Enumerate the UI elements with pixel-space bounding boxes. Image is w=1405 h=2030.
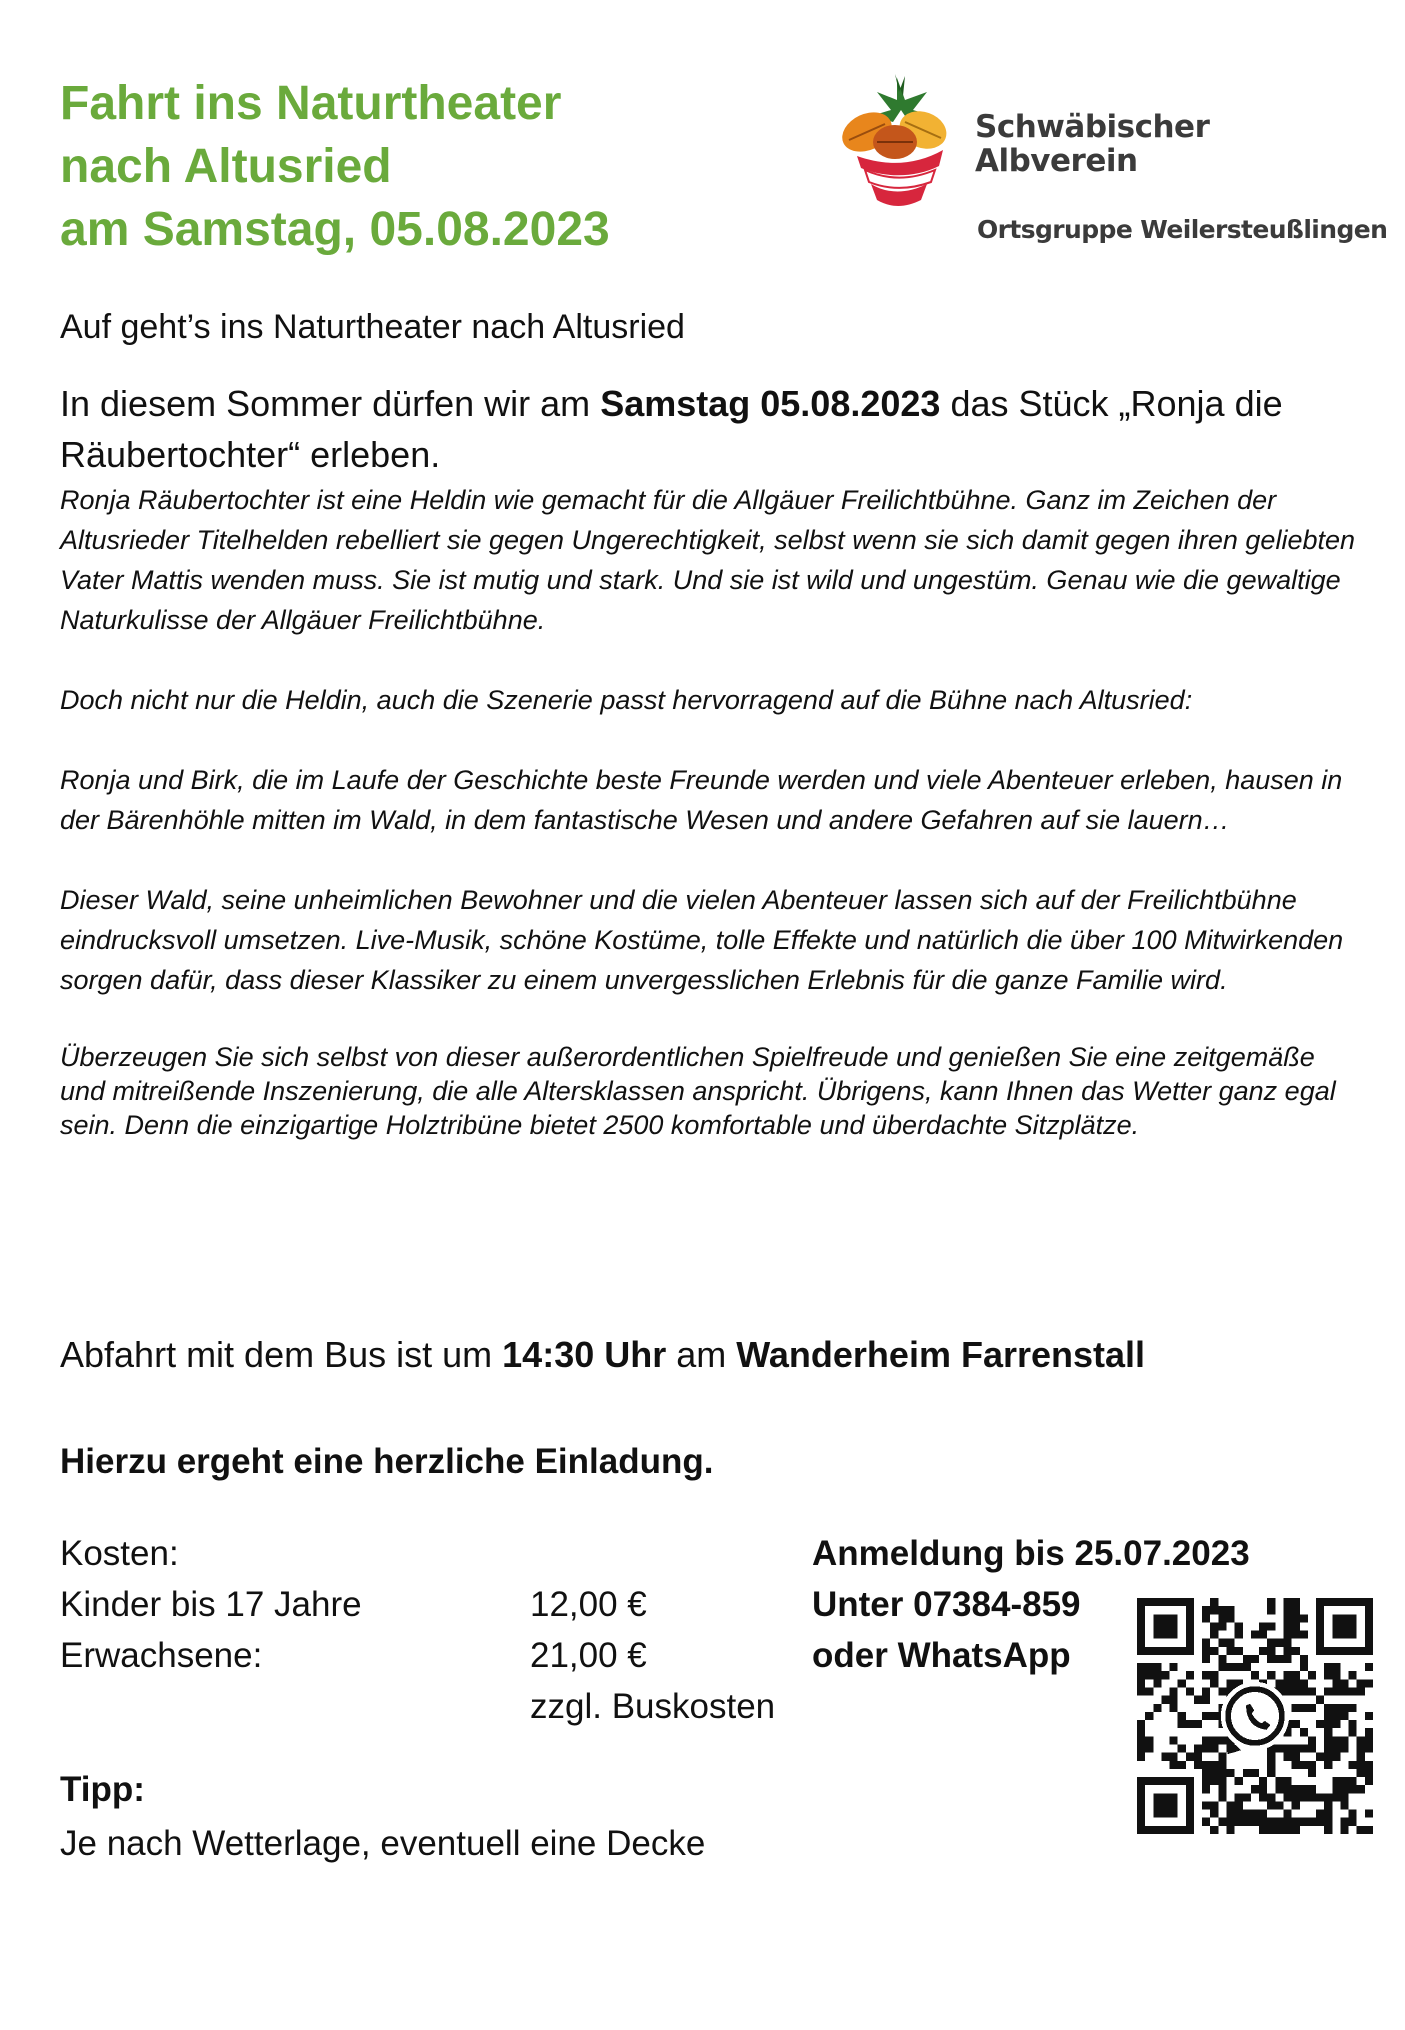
costs-label: Kosten: (60, 1534, 179, 1573)
albverein-logo (835, 70, 1388, 250)
costs-table (60, 1528, 776, 1732)
departure-prefix: Abfahrt mit dem Bus ist um (60, 1334, 503, 1375)
qr-code-icon[interactable] (1137, 1598, 1373, 1834)
costs-row-label: Kinder bis 17 Jahre (60, 1585, 362, 1624)
departure-place: Wanderheim Farrenstall (736, 1334, 1146, 1375)
costs-row (60, 1579, 647, 1630)
description-paragraph: Ronja und Birk, die im Laufe der Geschichte beste Freunde werden und viele Abenteuer erleben, hausen in der Bärenhöhle mitten im Wald, in dem fantastische Wesen und andere Gefahren auf sie lauern… (60, 765, 1343, 835)
intro-after: das Stück „Ronja die Räubertochter“ erleben. (60, 383, 1283, 475)
departure-info (60, 1334, 1145, 1376)
costs-row-amount: 12,00 € (530, 1585, 647, 1624)
page-title (60, 72, 610, 261)
departure-middle: am (666, 1334, 737, 1375)
tip-text: Je nach Wetterlage, eventuell eine Decke (60, 1824, 706, 1863)
tip-label: Tipp: (60, 1770, 145, 1809)
title-line: Fahrt ins Naturtheater (60, 77, 562, 130)
title-line: nach Altusried (60, 140, 392, 193)
whatsapp-icon (1221, 1682, 1289, 1754)
intro-text (60, 378, 1340, 480)
costs-row-amount: 21,00 € (530, 1636, 647, 1675)
invitation: Hierzu ergeht eine herzliche Einladung. (60, 1442, 714, 1481)
registration-whatsapp: oder WhatsApp (812, 1636, 1071, 1675)
intro-before: In diesem Sommer dürfen wir am (60, 383, 601, 424)
description (60, 480, 1360, 1182)
intro-date: Samstag 05.08.2023 (600, 383, 941, 424)
description-paragraph: Dieser Wald, seine unheimlichen Bewohner und die vielen Abenteuer lassen sich auf der Freilichtbühne eindrucksvoll umsetzen. Live-Musik, schöne Kostüme, tolle Effekte und natürlich die über 100 Mitwirkenden sorgen dafür, dass dieser Klassiker zu einem unvergesslichen Erlebnis für die ganze Familie wird. (60, 885, 1344, 995)
logo-name (975, 110, 1209, 178)
description-paragraph: Überzeugen Sie sich selbst von dieser außerordentlichen Spielfreude und genießen Sie eine zeitgemäße und mitreißende Inszenierung, die alle Altersklassen anspricht. Übrigens, kann Ihnen das Wetter ganz egal sein. Denn die einzigartige Holztribüne bietet 2500 komfortable und überdachte Sitzplätze. (60, 1042, 1336, 1140)
albverein-emblem-icon (835, 70, 965, 210)
costs-row (60, 1630, 647, 1681)
registration-phone: Unter 07384-859 (812, 1585, 1081, 1624)
lead-text: Auf geht’s ins Naturtheater nach Altusried (60, 308, 685, 346)
costs-row (60, 1681, 776, 1732)
title-line: am Samstag, 05.08.2023 (60, 203, 610, 256)
description-paragraph: Doch nicht nur die Heldin, auch die Szenerie passt hervorragend auf die Bühne nach Altusried: (60, 685, 1193, 715)
costs-row-amount: zzgl. Buskosten (530, 1687, 776, 1726)
logo-name-line: Schwäbischer (975, 109, 1210, 145)
description-paragraph: Ronja Räubertochter ist eine Heldin wie gemacht für die Allgäuer Freilichtbühne. Ganz im Zeichen der Altusrieder Titelhelden rebelliert sie gegen Ungerechtigkeit, selbst wenn sie sich damit gegen ihren geliebten Vater Mattis wenden muss. Sie ist mutig und stark. Und sie ist wild und ungestüm. Genau wie die gewaltige Naturkulisse der Allgäuer Freilichtbühne. (60, 485, 1356, 635)
registration-deadline: Anmeldung bis 25.07.2023 (812, 1534, 1250, 1573)
logo-subtitle: Ortsgruppe Weilersteußlingen (977, 215, 1388, 244)
departure-time: 14:30 Uhr (502, 1334, 667, 1375)
logo-name-line: Albverein (975, 143, 1138, 179)
costs-row-label: Erwachsene: (60, 1636, 263, 1675)
